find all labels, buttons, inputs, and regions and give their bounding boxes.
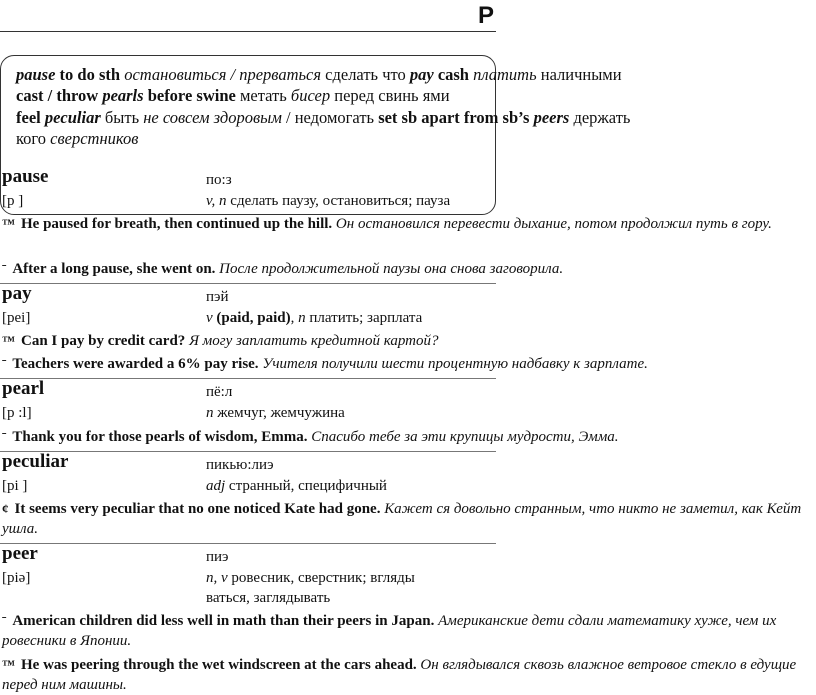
example-ru: Кажет ся довольно странным, что никто не заметил, как Кейт ушла. <box>2 501 802 537</box>
bullet-icon: ¢ <box>2 501 9 516</box>
entry-definition-peculiar <box>206 478 387 495</box>
example-ru: Американские дети сдали математику хуже, чем их ровесники в Японии. <box>2 613 777 649</box>
phrase-pay-rest: cash <box>433 65 469 84</box>
phrase-pay-ru2: наличными <box>536 65 622 84</box>
phrase-pay-word: pay <box>409 65 434 84</box>
phrase-swine: before swine <box>143 86 236 105</box>
phrase-line-3 <box>16 108 630 128</box>
entry-definition-pearl <box>206 405 345 422</box>
example-ru: После продолжительной паузы она снова заговорила. <box>219 261 564 277</box>
entry-pos2: n <box>298 310 306 326</box>
entry-divider <box>0 378 496 379</box>
example-pause-1 <box>2 214 802 234</box>
entry-reading-peer: пиэ <box>206 549 229 565</box>
entry-transcription-pay: [pei] <box>2 310 31 326</box>
entry-pos: n, v <box>206 570 228 586</box>
entry-transcription-peer: [piə] <box>2 570 31 586</box>
phrase-ru-c: перед свинь ями <box>330 86 450 105</box>
example-en: He paused for breath, then continued up the hill. <box>21 216 333 232</box>
example-pay-2 <box>2 354 802 374</box>
example-ru: Он вглядывался сквозь влажное ветровое стекло в едущие перед ним машины. <box>2 657 797 693</box>
phrase-pause-rest: to do sth <box>55 65 121 84</box>
phrase-pay-ru: платить <box>468 65 537 84</box>
entry-pos: v, n <box>206 193 227 209</box>
bullet-icon: ™ <box>2 657 15 672</box>
entry-def-text: странный, специфичный <box>228 478 387 494</box>
example-pay-1 <box>2 331 802 351</box>
example-en: American children did less well in math than their peers in Japan. <box>12 613 435 629</box>
example-en: Thank you for those pearls of wisdom, Emma. <box>12 429 308 445</box>
bullet-icon: ˉ <box>2 356 7 371</box>
example-pause-2 <box>2 259 802 279</box>
entry-divider <box>0 451 496 452</box>
entry-definition-peer <box>206 570 415 587</box>
phrase-set-apart: set sb apart from sb’s <box>378 108 534 127</box>
entry-divider <box>0 283 496 284</box>
entry-pos: adj <box>206 478 226 494</box>
bullet-icon: ˉ <box>2 613 7 628</box>
entry-pos: n <box>206 405 214 421</box>
entry-transcription-pearl: [p :l] <box>2 405 32 421</box>
example-ru: Он остановился перевести дыхание, потом продолжил путь в гору. <box>335 216 772 232</box>
entry-word-pay: pay <box>2 283 32 304</box>
phrase-ru-whom: кого <box>16 129 51 148</box>
bullet-icon: ˉ <box>2 261 7 276</box>
phrase-pause-ru: остановиться / прерваться <box>120 65 322 84</box>
entry-definition-peer-cont: ваться, заглядывать <box>206 590 331 606</box>
phrase-ru-b: бисер <box>290 86 331 105</box>
entry-word-pause: pause <box>2 166 49 187</box>
entry-reading-pause: по:з <box>206 172 232 188</box>
entry-reading-pay: пэй <box>206 289 229 305</box>
entry-transcription-pause: [p ] <box>2 193 24 209</box>
entry-def-text: сделать паузу, остановиться; пауза <box>230 193 451 209</box>
phrase-ru-ill: / недомогать <box>281 108 379 127</box>
bullet-icon: ™ <box>2 216 15 231</box>
entry-divider <box>0 543 496 544</box>
phrase-line-4 <box>16 129 138 149</box>
entry-word-peer: peer <box>2 543 38 564</box>
entry-def-text: ровесник, сверстник; вгляды <box>231 570 415 586</box>
phrase-ru-unwell: не совсем здоровым <box>143 108 282 127</box>
entry-def-text: платить; зарплата <box>309 310 423 326</box>
header-rule <box>0 31 496 32</box>
example-ru: Спасибо тебе за эти крупицы мудрости, Эмма. <box>311 429 619 445</box>
entry-forms: (paid, paid) <box>216 310 291 326</box>
example-en: Can I pay by credit card? <box>21 333 186 349</box>
entry-def-text: жемчуг, жемчужина <box>217 405 345 421</box>
entry-definition-pay: v (paid, paid), n платить; зарплата <box>206 310 423 326</box>
entry-definition-pause <box>206 193 450 210</box>
example-peer-1 <box>2 611 802 651</box>
page-letter: P <box>478 2 495 29</box>
phrase-peers: peers <box>533 108 570 127</box>
example-en: He was peering through the wet windscreen at the cars ahead. <box>21 657 417 673</box>
phrase-ru-keep: держать <box>569 108 631 127</box>
phrase-pearls: pearls <box>102 86 144 105</box>
phrase-ru-peers: сверстников <box>50 129 139 148</box>
phrase-ru-a: метать <box>235 86 291 105</box>
example-pearl-1 <box>2 427 802 447</box>
example-ru: Я могу заплатить кредитной картой? <box>189 333 439 349</box>
example-en: It seems very peculiar that no one noticed Kate had gone. <box>14 501 381 517</box>
entry-word-peculiar: peculiar <box>2 451 69 472</box>
entry-pos: v <box>206 310 213 326</box>
phrase-feel: feel <box>16 108 45 127</box>
phrase-peculiar: peculiar <box>44 108 101 127</box>
entry-word-pearl: pearl <box>2 378 45 399</box>
phrase-ru-be: быть <box>100 108 144 127</box>
example-peculiar-1 <box>2 499 802 539</box>
example-ru: Учителя получили шести процентную надбавку к зарплате. <box>262 356 648 372</box>
bullet-icon: ˉ <box>2 429 7 444</box>
entry-transcription-peculiar: [pi ] <box>2 478 28 494</box>
bullet-icon: ™ <box>2 333 15 348</box>
entry-reading-peculiar: пикью:лиэ <box>206 457 274 473</box>
phrase-pause-ru2: сделать что <box>321 65 410 84</box>
phrase-line-2 <box>16 86 450 106</box>
example-en: Teachers were awarded a 6% pay rise. <box>12 356 259 372</box>
phrase-cast: cast / throw <box>16 86 103 105</box>
phrase-line-1 <box>16 65 622 85</box>
example-peer-2 <box>2 655 802 695</box>
phrase-pause-word: pause <box>16 65 56 84</box>
entry-reading-pearl: пё:л <box>206 384 233 400</box>
example-en: After a long pause, she went on. <box>12 261 216 277</box>
